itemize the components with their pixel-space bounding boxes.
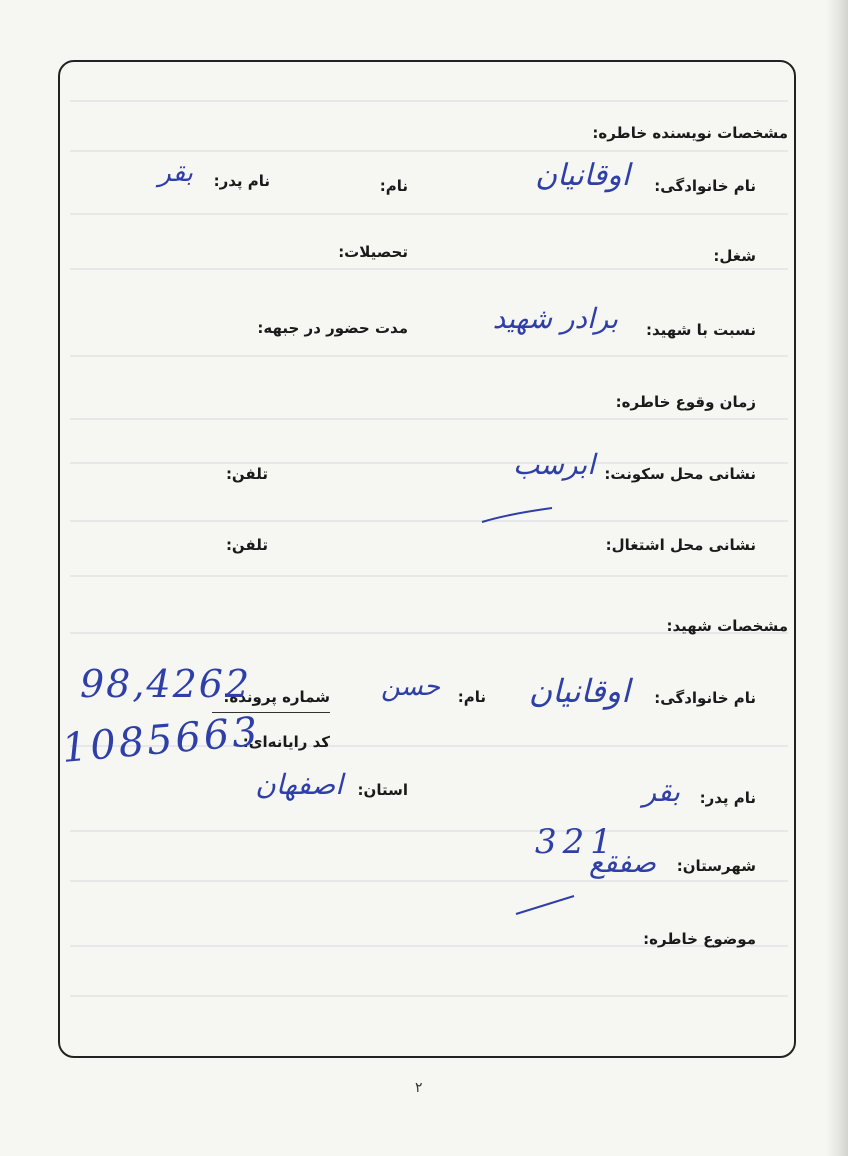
martyr-computer-code-value: 1085663: [59, 708, 263, 772]
martyr-city-note: 321: [535, 822, 618, 862]
ink-stroke: [478, 500, 558, 530]
martyr-file-number-label: شماره پرونده:: [223, 688, 330, 706]
martyr-father-label: نام پدر:: [699, 789, 756, 807]
writer-job-label: شغل:: [713, 247, 756, 265]
writer-name-label: نام:: [379, 177, 408, 195]
martyr-heading: مشخصات شهید:: [666, 617, 788, 635]
writer-front-duration-label: مدت حضور در جبهه:: [257, 319, 408, 337]
martyr-topic-label: موضوع خاطره:: [643, 930, 756, 948]
martyr-name-value: حسن: [380, 672, 440, 702]
writer-father-value: بقر: [158, 158, 193, 188]
martyr-computer-code-label: کد رایانه‌ای:: [242, 733, 330, 751]
writer-work-address-label: نشانی محل اشتغال:: [605, 536, 756, 554]
martyr-family-value: اوقانیان: [528, 672, 630, 710]
writer-heading: مشخصات نویسنده خاطره:: [592, 124, 788, 142]
martyr-city-value: صفقع: [588, 846, 656, 879]
writer-family-label: نام خانوادگی:: [654, 177, 756, 195]
writer-relation-value: برادر شهید: [492, 302, 618, 335]
writer-residence-value: ابرسب: [513, 448, 595, 481]
martyr-city-label: شهرستان:: [676, 857, 756, 875]
writer-phone-label-2: تلفن:: [225, 536, 268, 554]
page-number: ۲: [415, 1080, 423, 1096]
page-edge: [826, 0, 848, 1156]
martyr-family-label: نام خانوادگی:: [654, 689, 756, 707]
form-border: [58, 60, 796, 1058]
martyr-file-number-value: 98,4262: [80, 662, 252, 706]
martyr-province-value: اصفهان: [255, 768, 343, 801]
martyr-father-value: بقر: [642, 775, 680, 808]
writer-family-value: اوقانیان: [535, 158, 630, 193]
writer-memory-time-label: زمان وقوع خاطره:: [615, 393, 756, 411]
writer-father-label: نام پدر:: [213, 172, 270, 190]
martyr-province-label: استان:: [357, 781, 408, 799]
writer-residence-label: نشانی محل سکونت:: [604, 465, 756, 483]
writer-education-label: تحصیلات:: [338, 243, 408, 261]
ink-stroke: [512, 890, 582, 920]
martyr-name-label: نام:: [457, 688, 486, 706]
writer-phone-label-1: تلفن:: [225, 465, 268, 483]
writer-relation-label: نسبت با شهید:: [645, 321, 756, 339]
